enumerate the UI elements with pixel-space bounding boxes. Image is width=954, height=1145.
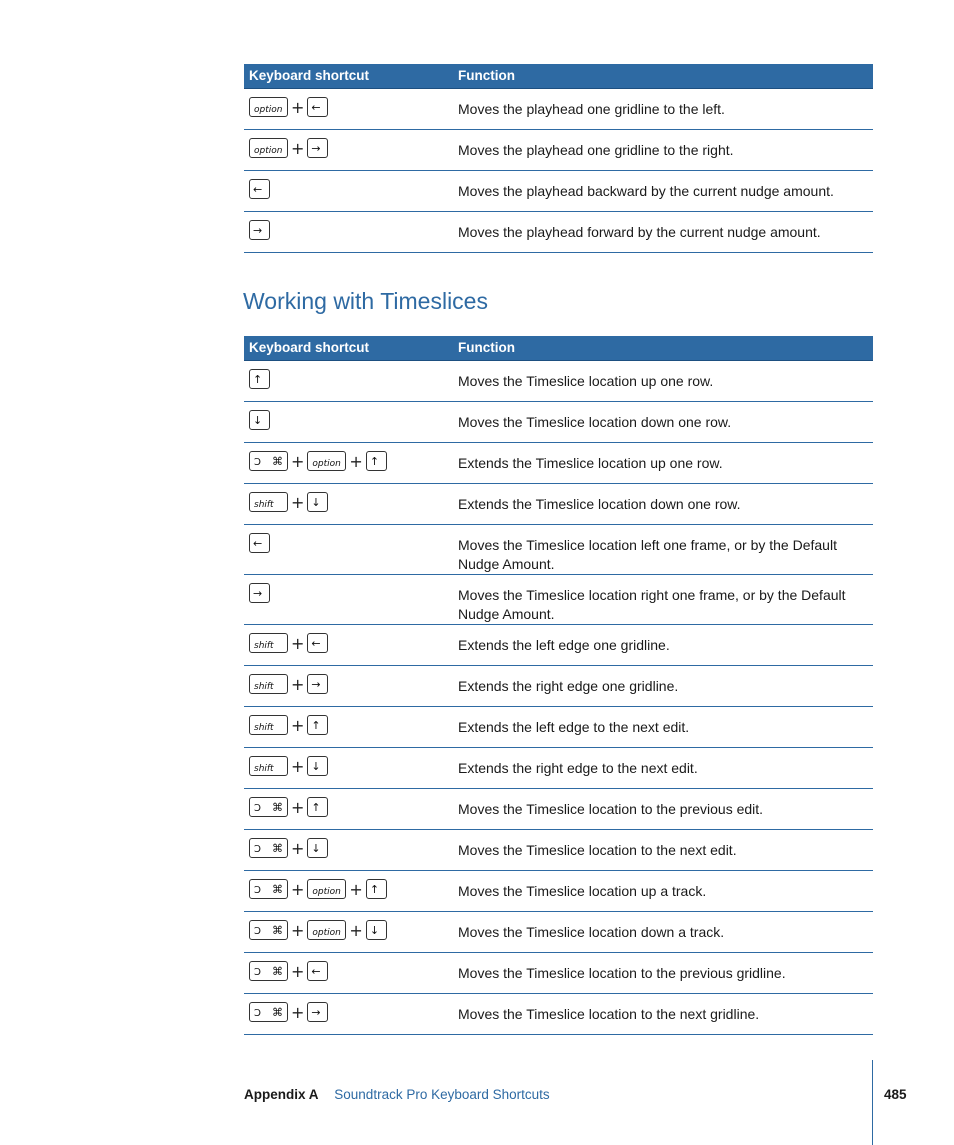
down-arrow-key: ↓ — [249, 410, 270, 430]
function-description: Extends the Timeslice location up one row. — [458, 455, 723, 471]
option-key: option — [249, 138, 288, 158]
plus-sign: + — [291, 879, 305, 899]
shortcut-keys — [249, 410, 270, 430]
left-arrow-key: ← — [249, 533, 270, 553]
page-footer — [244, 1087, 550, 1102]
function-description: Moves the Timeslice location right one frame, or by the Default Nudge Amount. — [458, 587, 846, 622]
function-description: Moves the Timeslice location to the previous edit. — [458, 801, 764, 817]
table-row — [244, 830, 873, 871]
table-row — [244, 484, 873, 525]
table-row — [244, 130, 873, 171]
table-row — [244, 625, 873, 666]
plus-sign: + — [349, 920, 363, 940]
function-description: Moves the Timeslice location up one row. — [458, 373, 714, 389]
function-description: Moves the playhead one gridline to the left. — [458, 101, 725, 117]
function-description: Moves the Timeslice location left one frame, or by the Default Nudge Amount. — [458, 537, 837, 572]
function-description: Moves the Timeslice location to the next gridline. — [458, 1006, 760, 1022]
plus-sign: + — [291, 138, 305, 158]
shortcut-keys — [249, 879, 387, 899]
right-arrow-key: → — [307, 138, 328, 158]
table-header — [244, 336, 873, 361]
plus-sign: + — [349, 879, 363, 899]
col-header-shortcut: Keyboard shortcut — [249, 340, 370, 355]
function-description: Extends the right edge to the next edit. — [458, 760, 698, 776]
up-arrow-key: ↑ — [366, 451, 387, 471]
page-number: 485 — [884, 1087, 907, 1102]
function-description: Moves the Timeslice location up a track. — [458, 883, 707, 899]
shortcut-keys — [249, 674, 328, 694]
footer-appendix-title: Soundtrack Pro Keyboard Shortcuts — [334, 1087, 550, 1102]
plus-sign: + — [291, 961, 305, 981]
shortcut-keys — [249, 451, 387, 471]
option-key: option — [307, 879, 346, 899]
function-description: Moves the playhead forward by the current nudge amount. — [458, 224, 821, 240]
plus-sign: + — [291, 797, 305, 817]
plus-sign: + — [349, 451, 363, 471]
option-key: option — [249, 97, 288, 117]
shortcut-keys — [249, 1002, 328, 1022]
function-description: Moves the playhead backward by the current nudge amount. — [458, 183, 834, 199]
function-description: Extends the left edge one gridline. — [458, 637, 670, 653]
down-arrow-key: ↓ — [307, 492, 328, 512]
footer-divider — [872, 1060, 873, 1145]
function-description: Extends the left edge to the next edit. — [458, 719, 690, 735]
table-row — [244, 402, 873, 443]
table-row — [244, 361, 873, 402]
table-row — [244, 666, 873, 707]
shortcut-keys — [249, 369, 270, 389]
table-row — [244, 748, 873, 789]
command-key — [249, 797, 288, 817]
shortcut-keys — [249, 583, 270, 603]
table-row — [244, 994, 873, 1035]
shortcut-keys — [249, 715, 328, 735]
plus-sign: + — [291, 451, 305, 471]
function-description: Moves the Timeslice location down a track. — [458, 924, 725, 940]
function-description: Extends the right edge one gridline. — [458, 678, 679, 694]
function-description: Moves the Timeslice location to the next edit. — [458, 842, 737, 858]
function-description: Moves the Timeslice location down one row. — [458, 414, 732, 430]
function-description: Moves the Timeslice location to the previous gridline. — [458, 965, 786, 981]
command-icon: ⌘ — [272, 965, 283, 978]
shortcut-keys — [249, 179, 270, 199]
table-row — [244, 707, 873, 748]
command-key — [249, 838, 288, 858]
footer-appendix-label: Appendix A — [244, 1087, 319, 1102]
function-description: Extends the Timeslice location down one row. — [458, 496, 741, 512]
right-arrow-key: → — [249, 583, 270, 603]
col-header-shortcut: Keyboard shortcut — [249, 68, 370, 83]
table-body — [244, 89, 873, 253]
shortcut-table-timeslices — [244, 336, 873, 1035]
shortcut-keys — [249, 838, 328, 858]
up-arrow-key: ↑ — [249, 369, 270, 389]
command-key — [249, 451, 288, 471]
plus-sign: + — [291, 1002, 305, 1022]
table-row — [244, 575, 873, 625]
apple-icon: Ɔ — [254, 1008, 262, 1019]
shortcut-table-playhead — [244, 64, 873, 253]
section-title: Working with Timeslices — [243, 288, 488, 314]
shortcut-keys — [249, 756, 328, 776]
table-row — [244, 953, 873, 994]
left-arrow-key: ← — [249, 179, 270, 199]
option-key: option — [307, 451, 346, 471]
shortcut-keys — [249, 220, 270, 240]
left-arrow-key: ← — [307, 633, 328, 653]
right-arrow-key: → — [307, 1002, 328, 1022]
function-description: Moves the playhead one gridline to the right. — [458, 142, 734, 158]
table-row — [244, 789, 873, 830]
shift-key: shift — [249, 492, 288, 512]
table-row — [244, 171, 873, 212]
shortcut-keys — [249, 533, 270, 553]
plus-sign: + — [291, 920, 305, 940]
apple-icon: Ɔ — [254, 844, 262, 855]
right-arrow-key: → — [307, 674, 328, 694]
table-row — [244, 212, 873, 253]
table-row — [244, 912, 873, 953]
shortcut-keys — [249, 138, 328, 158]
shift-key: shift — [249, 674, 288, 694]
up-arrow-key: ↑ — [366, 879, 387, 899]
command-key — [249, 920, 288, 940]
shortcut-keys — [249, 97, 328, 117]
up-arrow-key: ↑ — [307, 797, 328, 817]
col-header-function: Function — [458, 68, 515, 83]
table-row — [244, 443, 873, 484]
left-arrow-key: ← — [307, 97, 328, 117]
apple-icon: Ɔ — [254, 803, 262, 814]
shortcut-keys — [249, 797, 328, 817]
apple-icon: Ɔ — [254, 885, 262, 896]
apple-icon: Ɔ — [254, 967, 262, 978]
option-key: option — [307, 920, 346, 940]
shift-key: shift — [249, 715, 288, 735]
apple-icon: Ɔ — [254, 926, 262, 937]
table-row — [244, 871, 873, 912]
command-key — [249, 879, 288, 899]
plus-sign: + — [291, 715, 305, 735]
plus-sign: + — [291, 756, 305, 776]
shift-key: shift — [249, 633, 288, 653]
table-row — [244, 89, 873, 130]
shortcut-keys — [249, 633, 328, 653]
shortcut-keys — [249, 961, 328, 981]
command-key — [249, 961, 288, 981]
down-arrow-key: ↓ — [366, 920, 387, 940]
plus-sign: + — [291, 838, 305, 858]
plus-sign: + — [291, 492, 305, 512]
command-icon: ⌘ — [272, 924, 283, 937]
table-row — [244, 525, 873, 575]
plus-sign: + — [291, 97, 305, 117]
shortcut-keys — [249, 492, 328, 512]
plus-sign: + — [291, 674, 305, 694]
table-body — [244, 361, 873, 1035]
left-arrow-key: ← — [307, 961, 328, 981]
apple-icon: Ɔ — [254, 457, 262, 468]
command-icon: ⌘ — [272, 1006, 283, 1019]
up-arrow-key: ↑ — [307, 715, 328, 735]
right-arrow-key: → — [249, 220, 270, 240]
col-header-function: Function — [458, 340, 515, 355]
down-arrow-key: ↓ — [307, 756, 328, 776]
table-header — [244, 64, 873, 89]
plus-sign: + — [291, 633, 305, 653]
shift-key: shift — [249, 756, 288, 776]
command-key — [249, 1002, 288, 1022]
command-icon: ⌘ — [272, 801, 283, 814]
command-icon: ⌘ — [272, 883, 283, 896]
down-arrow-key: ↓ — [307, 838, 328, 858]
shortcut-keys — [249, 920, 387, 940]
command-icon: ⌘ — [272, 455, 283, 468]
command-icon: ⌘ — [272, 842, 283, 855]
